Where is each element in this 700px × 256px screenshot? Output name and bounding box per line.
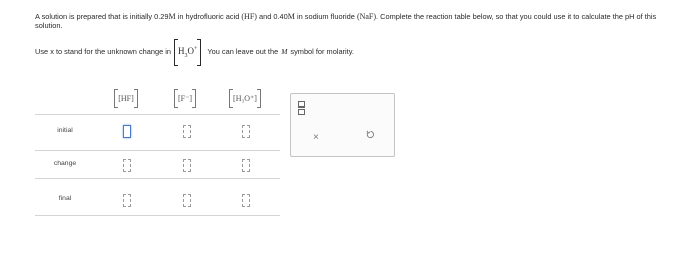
table-divider [35,215,280,216]
initial-hf-input[interactable] [123,125,131,138]
table-divider [35,114,280,115]
row-label-initial: initial [57,127,73,134]
table-divider [35,178,280,179]
hint-text-1: Use x to stand for the unknown change in [35,47,171,57]
instruction-hint [35,43,354,62]
clear-button[interactable]: × [313,132,319,143]
hint-text-2: You can leave out the [207,47,279,57]
final-h3o-input[interactable] [242,194,250,207]
prompt-species-2: (NaF) [356,12,377,21]
initial-f-input[interactable] [183,125,191,138]
fraction-icon[interactable] [298,101,305,115]
prompt-text-5: . Complete the reaction table below, so that you could use it to calculate the pH of this solution. [35,12,657,30]
prompt-text-4: in sodium fluoride [294,12,357,21]
row-label-final: final [58,195,72,202]
initial-h3o-input[interactable] [242,125,250,138]
prompt-text-2: in hydrofluoric acid [175,12,242,21]
prompt-text-3: and 0.40 [256,12,288,21]
undo-icon[interactable] [366,130,375,139]
change-hf-input[interactable] [123,159,131,172]
row-label-change: change [53,160,77,167]
prompt-text-1: A solution is prepared that is initially 0.29 [35,12,169,21]
final-f-input[interactable] [183,194,191,207]
column-header-f: [F⁻] [160,92,210,105]
prompt-unit-1: M [168,12,176,21]
hint-unit: M [281,47,288,57]
prompt-unit-2: M [287,12,295,21]
hint-text-3: symbol for molarity. [290,47,354,57]
answer-toolbar [290,93,395,157]
question-prompt [35,12,685,30]
column-header-hf: [HF] [101,92,151,105]
hint-species: $H_3O^+$ [175,43,200,62]
final-hf-input[interactable] [123,194,131,207]
table-divider [35,150,280,151]
change-f-input[interactable] [183,159,191,172]
prompt-species-1: (HF) [241,12,257,21]
reaction-table [35,92,280,220]
column-header-h3o: [H₃O⁺] [220,92,270,105]
change-h3o-input[interactable] [242,159,250,172]
